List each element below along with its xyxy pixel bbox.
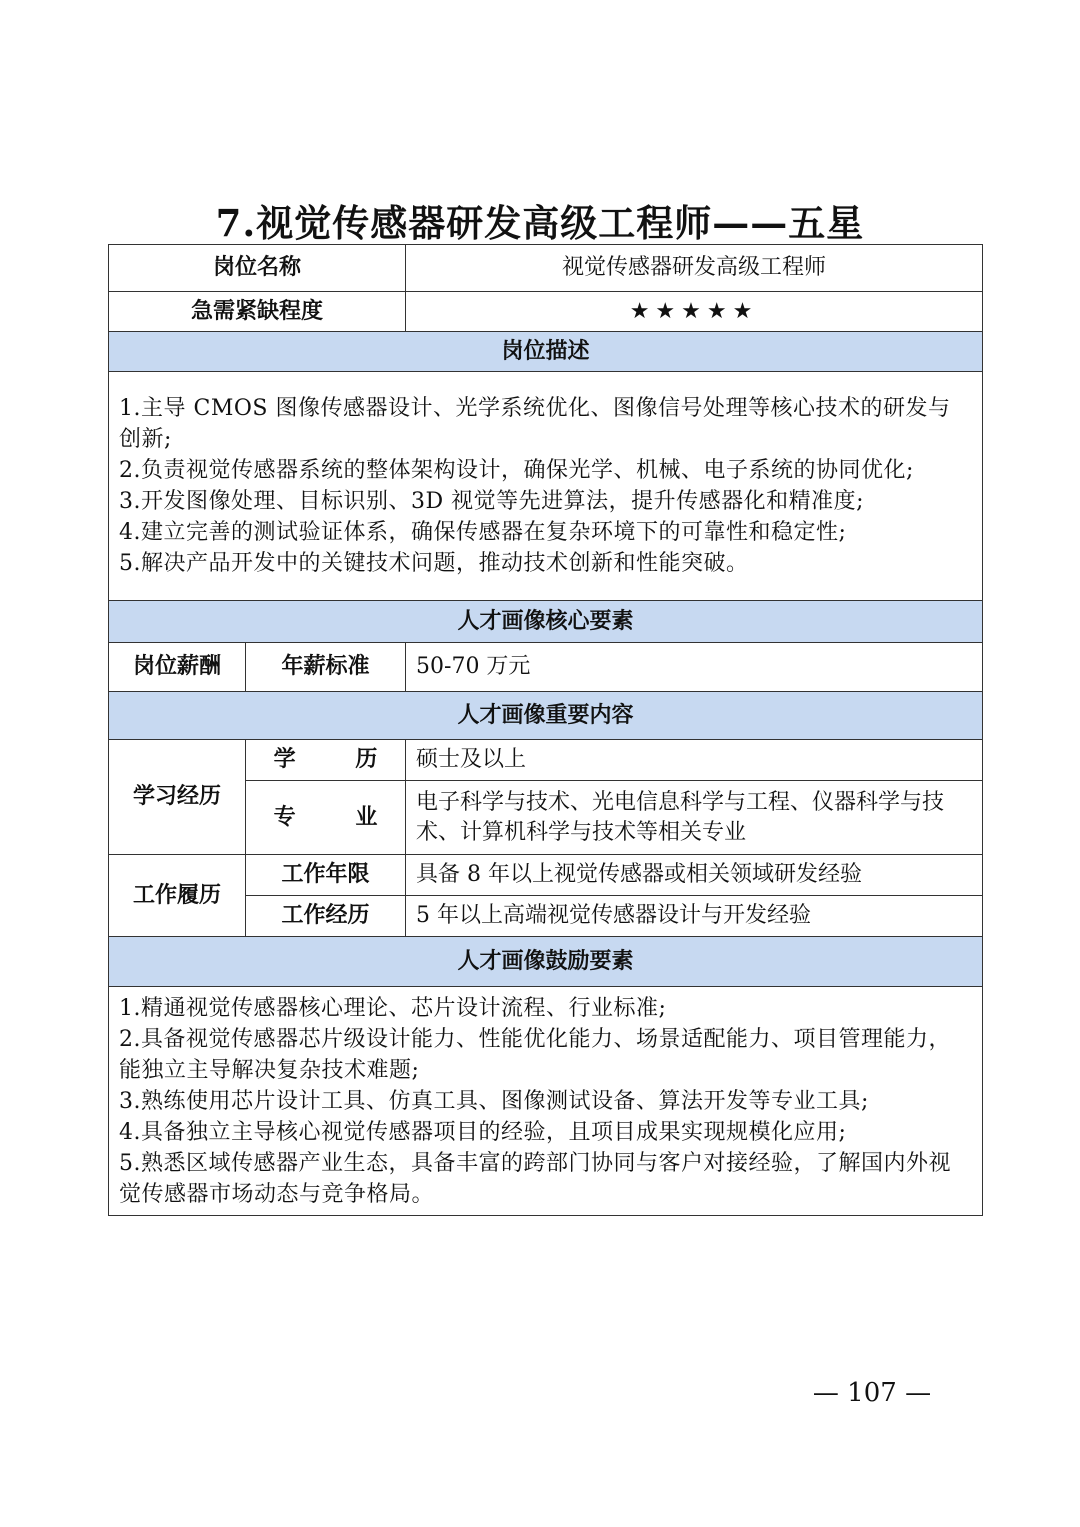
page-title: 7.视觉传感器研发高级工程师——五星 (215, 201, 865, 245)
encourage-line: 5.熟悉区域传感器产业生态，具备丰富的跨部门协同与客户对接经验，了解国内外视觉传感器市场动态与竞争格局。 (119, 1150, 951, 1207)
description-line: 2.负责视觉传感器系统的整体架构设计，确保光学、机械、电子系统的协同优化; (119, 458, 914, 483)
description-body (109, 372, 983, 601)
years-value: 具备 8 年以上视觉传感器或相关领域研发经验 (406, 855, 983, 896)
work-label: 工作履历 (109, 855, 246, 937)
encourage-line: 3.熟练使用芯片设计工具、仿真工具、图像测试设备、算法开发等专业工具; (119, 1088, 869, 1114)
years-label: 工作年限 (246, 855, 406, 896)
description-header: 岗位描述 (109, 332, 983, 372)
education-label: 学 历 (246, 740, 406, 781)
position-label: 岗位名称 (109, 245, 406, 292)
job-profile-table (108, 244, 983, 1216)
core-header: 人才画像核心要素 (109, 601, 983, 643)
position-value: 视觉传感器研发高级工程师 (406, 245, 983, 292)
urgency-stars: ★★★★★ (406, 292, 983, 332)
encourage-line: 4.具备独立主导核心视觉传感器项目的经验，且项目成果实现规模化应用; (119, 1119, 847, 1145)
important-header: 人才画像重要内容 (109, 692, 983, 740)
years-row (109, 855, 983, 896)
encourage-body (109, 987, 983, 1216)
major-value: 电子科学与技术、光电信息科学与工程、仪器科学与技术、计算机科学与技术等相关专业 (406, 781, 983, 855)
salary-sub-label: 年薪标准 (246, 643, 406, 692)
encourage-line: 1.精通视觉传感器核心理论、芯片设计流程、行业标准; (119, 995, 667, 1021)
salary-label: 岗位薪酬 (109, 643, 246, 692)
experience-value: 5 年以上高端视觉传感器设计与开发经验 (406, 896, 983, 937)
experience-label: 工作经历 (246, 896, 406, 937)
education-row (109, 740, 983, 781)
salary-value: 50-70 万元 (406, 643, 983, 692)
urgency-label: 急需紧缺程度 (109, 292, 406, 332)
position-row (109, 245, 983, 292)
urgency-row (109, 292, 983, 332)
description-line: 5.解决产品开发中的关键技术问题，推动技术创新和性能突破。 (119, 551, 749, 576)
encourage-line: 2.具备视觉传感器芯片级设计能力、性能优化能力、场景适配能力、项目管理能力，能独立主导解决复杂技术难题; (119, 1026, 951, 1083)
education-value: 硕士及以上 (406, 740, 983, 781)
page-number: — 107 — (812, 1378, 932, 1408)
study-label: 学习经历 (109, 740, 246, 855)
encourage-header: 人才画像鼓励要素 (109, 937, 983, 987)
major-label: 专 业 (246, 781, 406, 855)
description-line: 3.开发图像处理、目标识别、3D 视觉等先进算法，提升传感器化和精准度; (119, 489, 865, 514)
salary-row (109, 643, 983, 692)
description-line: 4.建立完善的测试验证体系，确保传感器在复杂环境下的可靠性和稳定性; (119, 520, 847, 545)
description-line: 1.主导 CMOS 图像传感器设计、光学系统优化、图像信号处理等核心技术的研发与创新; (119, 396, 951, 452)
